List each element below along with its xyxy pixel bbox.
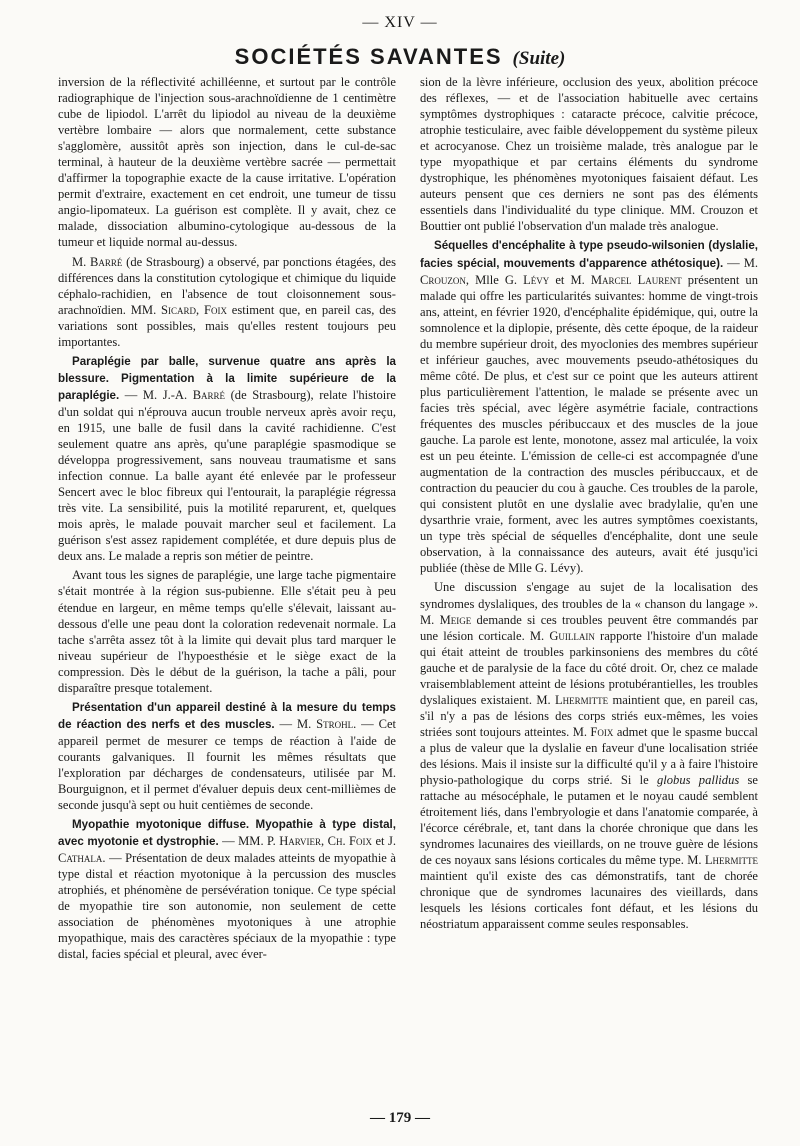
text-run: maintient qu'il existe des cas démonstratifs, tant de chorée chronique que de syndromes lacunaires des vieillards, dans lesquels les lésions corticales font défaut, et les lésions du néostriatum apparaissent comme seules responsables. bbox=[420, 869, 758, 932]
author-name: Lévy bbox=[523, 272, 550, 287]
text-run: et J. bbox=[372, 834, 396, 849]
author-name: Harvier, Ch. Foix bbox=[279, 834, 373, 849]
section-paragraph bbox=[58, 816, 396, 962]
text-run: , Mlle G. bbox=[465, 272, 524, 287]
section-paragraph bbox=[420, 237, 758, 576]
author-name: Barré bbox=[192, 387, 226, 402]
paragraph bbox=[58, 254, 396, 350]
running-head-suite: (Suite) bbox=[512, 48, 566, 69]
text-run: — MM. P. bbox=[218, 834, 280, 849]
author-name: Cathala. bbox=[58, 851, 106, 866]
text-run: Une discussion s'engage au sujet de la localisation des syndromes dyslaliques, des troubles de la « chanson du langage ». M. bbox=[420, 580, 758, 627]
page-number-roman: — XIV — bbox=[362, 14, 438, 31]
text-run: (de Strasbourg), relate l'histoire d'un soldat qui n'éprouva aucun trouble nerveux après avoir reçu, en 1915, une balle de fusil dans la cavité rachidienne. C'est seulement quatre ans après, qu'une paraplégie spasmodique se développa progressivement, sans nouveau traumatisme et sans infection connue. La balle ayant été enlevée par le professeur Sencert avec le bloc fibreux qui l'entourait, la paraplégie régressa très vite. La sensibilité, puis la motilité reparurent, et, quelques mois après, le malade pouvait marcher seul et facilement. La guérison s'est assez rapidement complétée, et dure depuis plus de deux ans. Le malade a repris son métier de peintre. bbox=[58, 387, 396, 564]
author-name: Foix bbox=[590, 724, 614, 739]
author-name: Lhermitte bbox=[704, 853, 758, 868]
text-run: se rattache au mésocéphale, le putamen et le noyau caudé semblent étroitement liés, dans l'embryologie et dans l'anatomie comparée, à l'écorce cérébrale, et, tant dans la chorée chronique que dans les syndromes lacunaires des vieillards, on ne trouve guère de lésions de ces noyaux sans lésions corticales du même type. M. bbox=[420, 773, 758, 868]
section-title: Myopathie myotonique diffuse. Myopathie à type distal, avec myotonie et dystrophie. bbox=[58, 818, 396, 849]
latin-term: globus pallidus bbox=[657, 773, 740, 788]
text-run: demande si ces troubles peuvent être commandés par une lésion corticale. M. bbox=[420, 612, 758, 643]
author-name: Guillain bbox=[549, 628, 595, 643]
paragraph: Avant tous les signes de paraplégie, une large tache pigmentaire s'était montrée à la région sus-pubienne. Elle s'était peu à peu étendue en largeur, en même temps qu'elle s'élevait, laissant au-dessous d'elle une peau dont la coloration redevenait normale. La tache s'arrêta assez tôt à la limite qui devait plus tard marquer le niveau supérieur de l'hypoesthésie et le siège exact de la compression. Dès le début de la guérison, la tache a pâli, pour disparaître presque totalement. bbox=[58, 568, 396, 695]
author-name: Crouzon bbox=[420, 272, 466, 287]
text-run: — M. bbox=[723, 255, 758, 270]
right-column bbox=[420, 74, 758, 1102]
section-title: Paraplégie par balle, survenue quatre ans après la blessure. Pigmentation à la limite supérieure de la paraplégie. bbox=[58, 354, 396, 402]
text-run: (de Strasbourg) a observé, par ponctions étagées, des différences dans la constitution cytologique et chimique du liquide céphalo-rachidien, en l'absence de tout cloisonnement sous-arachnoïdien. MM. bbox=[58, 254, 396, 317]
author-name: Meige bbox=[439, 612, 472, 627]
left-column bbox=[58, 74, 396, 1102]
text-run: estiment que, en pareil cas, des variations sont possibles, mais qu'elles restent toujours peu importantes. bbox=[58, 302, 396, 349]
article-columns bbox=[58, 74, 758, 1102]
author-name: Strohl. bbox=[316, 716, 357, 731]
author-name: M. Barré bbox=[72, 254, 123, 269]
text-run: et M. bbox=[549, 272, 591, 287]
text-run: — Cet appareil permet de mesurer ce temps de réaction à l'aide de courants galvaniques. Il fournit les mêmes résultats que l'exploration par décharges de condensateurs, utilisée par M. Bourguignon, et il permet d'évaluer depuis deux cent-millièmes de seconde jusqu'à sept ou huit centièmes de seconde. bbox=[58, 716, 396, 813]
section-paragraph bbox=[58, 699, 396, 813]
paragraph bbox=[420, 579, 758, 932]
paragraph: sion de la lèvre inférieure, occlusion des yeux, abolition précoce des réflexes, — et de l'association habituelle avec certains symptômes dystrophiques : cataracte précoce, calvitie précoce, atrophie testiculaire, avec faible développement du système pileux et acrocyanose. Chez un troisième malade, très analogue par le type myopathique et par certains éléments du syndrome dystrophique, les phénomènes myotoniques faisaient défaut. Les auteurs pensent que ces derniers ne sont pas des éléments essentiels dans l'individualité du type clinique. MM. Crouzon et Bouttier ont publié l'observation d'un malade très analogue. bbox=[420, 75, 758, 234]
text-run: — M. J.-A. bbox=[119, 387, 193, 402]
text-run: présentent un malade qui offre les particularités suivantes: homme de vingt-trois ans, atteint, en février 1920, d'encéphalite épidémique, qui, outre la somnolence et la diplopie, présente, dès cette époque, de la raideur du membre supérieur droit, des myoclonies des membres supérieur et inférieur gauches, avec mouvements pseudo-athétosiques du même côté. De plus, et c'est sur ce point que les auteurs attirent plus particulièrement l'attention, le malade se présente avec un facies très spécial, avec légère asymétrie faciale, contractions fréquentes des muscles péribuccaux et des muscles de la joue gauche. La parole est lente, monotone, assez mal articulée, la voix est un peu éteinte. L'émission de celle-ci est accompagnée d'une augmentation de la contraction des muscles péribuccaux, et de contraction du peaucier du cou à gauche. Ces troubles de la parole, qui consistent plutôt en une dyslalie avec bradylalie, qu'en une dysarthrie vraie, forment, avec les autres symptômes coexistants, un type très spécial de séquelles d'encéphalite, dont une seule observation, à la connaissance des auteurs, avait été jusqu'ici publiée (thèse de Mlle G. Lévy). bbox=[420, 272, 758, 576]
text-run: admet que le spasme buccal a plus de valeur que la dyslalie en faveur d'une localisation striée des lésions. Mais il insiste sur la difficulté qu'il y a à faire l'histoire physio-pathologique du corps strié. Si le bbox=[420, 724, 758, 788]
running-head bbox=[0, 44, 800, 70]
text-run: — M. bbox=[274, 716, 317, 731]
text-run: — Présentation de deux malades atteints de myopathie à type distal et réaction myotonique à la percussion des muscles atrophiés, et phénomène de persévération tonique. Ce type spécial de myopathie tire son autonomie, non seulement de cette association de phénomènes myotoniques à une atrophie myopathique, mais des caractères spéciaux de la myopathie : type distal, facies spécial et pleural, avec éver- bbox=[58, 851, 396, 962]
author-name: Marcel Laurent bbox=[590, 272, 682, 287]
text-run: maintient que, en pareil cas, s'il n'y a pas de lésions des corps striés eux-mêmes, les voies striées sont toujours atteintes. M. bbox=[420, 692, 759, 739]
section-paragraph bbox=[58, 353, 396, 565]
section-title: Présentation d'un appareil destiné à la mesure du temps de réaction des nerfs et des muscles. bbox=[58, 700, 396, 731]
author-name: Sicard, Foix bbox=[161, 302, 227, 317]
running-head-title: SOCIÉTÉS SAVANTES bbox=[234, 44, 503, 69]
text-run: rapporte l'histoire d'un malade qui était atteint de troubles parkinsoniens des membres du côté gauche et de paralysie de la face du côté droit. Or, chez ce malade vraisemblablement atteint de lésions protubérantielles, les troubles dyslaliques existaient. M. bbox=[420, 628, 758, 707]
page-number: — 179 — bbox=[370, 1110, 430, 1126]
section-title: Séquelles d'encéphalite à type pseudo-wilsonien (dyslalie, facies spécial, mouvements d'apparence athétosique). bbox=[420, 239, 758, 270]
author-name: Lhermitte bbox=[554, 692, 609, 707]
paragraph: inversion de la réflectivité achilléenne, et surtout par le contrôle radiographique de l'injection sous-arachnoïdienne de 1 centimètre cube de lipiodol. L'arrêt du lipiodol au niveau de la deuxième vertèbre lombaire — alors que normalement, cette substance s'agglomère, aussitôt après son injection, dans le cul-de-sac terminal, à hauteur de la deuxième vertèbre sacrée — permettait d'affirmer la topographie exacte de la cause irritative. L'opération permit d'extraire, exactement en cet endroit, une tumeur de tissu angio-lipomateux. La guérison est complète. Il y avait, chez ce malade, dissociation albumino-cytologique au-dessous de la tumeur et liquide normal au-dessus. bbox=[58, 75, 396, 250]
